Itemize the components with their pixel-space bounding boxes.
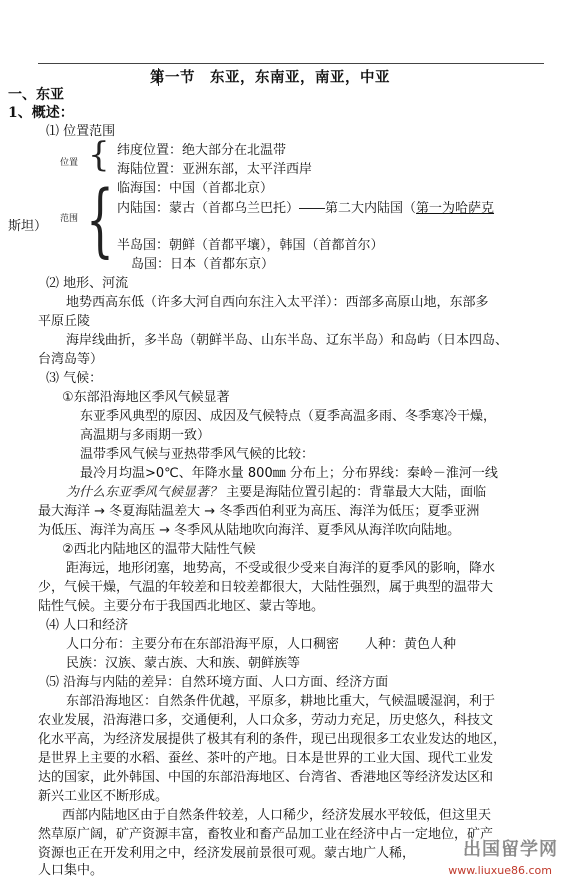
p5-line2: 农业发展，沿海港口多，交通便利，人口众多，劳动力充足，历史悠久，科技文 [38, 713, 494, 728]
p5-line6: 新兴工业区不断形成。 [38, 789, 169, 804]
position-brace: { [88, 135, 110, 175]
latitude-line: 纬度位置：绝大部分在北温带 [117, 143, 287, 158]
p1-heading: ⑴ 位置范围 [46, 124, 116, 139]
p5-line8: 然草原广阔，矿产资源丰富，畜牧业和畜产品加工业在经济中占一定地位，矿产 [38, 827, 494, 842]
p5-line7: 西部内陆地区由于自然条件较差，人口稀少，经济发展水平较低，但这里天 [62, 808, 492, 823]
p5-line1: 东部沿海地区：自然条件优越，平原多，耕地比重大，气候温暖湿润，利于 [66, 694, 496, 709]
p2-line1: 地势西高东低（许多大河自西向东注入太平洋）：西部多高原山地，东部多 [66, 295, 489, 310]
header-rule [38, 63, 544, 64]
p3-line6: 最大海洋 → 冬夏海陆温差大 → 冬季西伯利亚为高压、海洋为低压；夏季亚洲 [38, 504, 480, 519]
p4-line2: 民族：汉族、蒙古族、大和族、朝鲜族等 [66, 656, 301, 671]
p5-line9: 资源也正在开发利用之中，经济发展前景很可观。蒙古地广人稀， [38, 846, 416, 861]
watermark-url: www.liuxue86.com [448, 864, 552, 877]
p5-line3: 化水平高，为经济发展提供了极其有利的条件，现已出现很多工农业发达的地区， [38, 732, 507, 747]
p5-line5: 达的国家，此外韩国、中国的东部沿海地区、台湾省、香港地区等经济发达区和 [38, 770, 494, 785]
coastal-country-line: 临海国：中国（首都北京） [117, 181, 274, 196]
inland-country-line [117, 200, 494, 218]
inland-continued: 斯坦） [8, 219, 48, 234]
p3-question-line [66, 484, 486, 502]
p5-line10: 人口集中。 [38, 863, 104, 878]
p3-line9: 少，气候干燥，气温的年较差和日较差都很大，大陆性强烈，属于典型的温带大 [38, 580, 494, 595]
p3-line2: 高温期与多雨期一致） [80, 428, 211, 443]
p2-heading: ⑵ 地形、河流 [46, 276, 129, 291]
p3-sub2: ②西北内陆地区的温带大陆性气候 [62, 542, 256, 557]
subsection-heading: 1、概述： [8, 105, 74, 121]
inland-text: 内陆国：蒙古（首都乌兰巴托）――第二大内陆国（ [117, 201, 417, 216]
p3-line8: 距海远，地形闭塞，地势高，不受或很少受来自海洋的夏季风的影响，降水 [66, 561, 496, 576]
p2-line2: 平原丘陵 [38, 314, 91, 329]
p5-line4: 是世界上主要的水稻、蚕丝、茶叶的产地。日本是世界的工业大国、现代工业发 [38, 751, 494, 766]
range-label: 范围 [60, 214, 79, 224]
p3-sub1: ①东部沿海地区季风气候显著 [62, 390, 230, 405]
kazakh-note: 第一为哈萨克 [416, 201, 495, 216]
page-title: 第一节 东亚，东南亚，南亚，中亚 [150, 69, 390, 86]
p4-line1: 人口分布：主要分布在东部沿海平原，人口稠密 人种：黄色人种 [66, 637, 457, 652]
answer-start: 主要是海陆位置引起的：背靠最大大陆，面临 [226, 485, 487, 500]
watermark-logo-text: 出国留学网 [463, 839, 558, 860]
p4-heading: ⑷ 人口和经济 [46, 618, 129, 633]
p3-line7: 为低压、海洋为高压 → 冬季风从陆地吹向海洋、夏季风从海洋吹向陆地。 [38, 523, 461, 538]
p3-line3: 温带季风气候与亚热带季风气候的比较： [80, 447, 315, 462]
peninsula-country-line: 半岛国：朝鲜（首都平壤），韩国（首都首尔） [117, 238, 384, 253]
p2-line4: 台湾岛等） [38, 352, 104, 367]
p3-line1: 东亚季风典型的原因、成因及气候特点（夏季高温多雨、冬季寒冷干燥， [80, 409, 497, 424]
p3-line4: 最冷月均温>0℃、年降水量 800㎜ 分布上；分布界线：秦岭－淮河一线 [80, 466, 498, 481]
position-label: 位置 [60, 158, 79, 168]
p2-line3: 海岸线曲折，多半岛（朝鲜半岛、山东半岛、辽东半岛）和岛屿（日本四岛、 [66, 333, 509, 348]
range-brace: { [86, 173, 114, 266]
sea-land-line: 海陆位置：亚洲东部，太平洋西岸 [117, 162, 313, 177]
question: 为什么东亚季风气候显著？ [66, 485, 223, 500]
section-heading: 一、东亚 [8, 87, 64, 103]
p3-heading: ⑶ 气候： [46, 371, 103, 386]
p5-heading: ⑸ 沿海与内陆的差异：自然环境方面、人口方面、经济方面 [46, 675, 389, 690]
island-country-line: 岛国：日本（首都东京） [131, 257, 275, 272]
p3-line10: 陆性气候。主要分布于我国西北地区、蒙古等地。 [38, 599, 325, 614]
